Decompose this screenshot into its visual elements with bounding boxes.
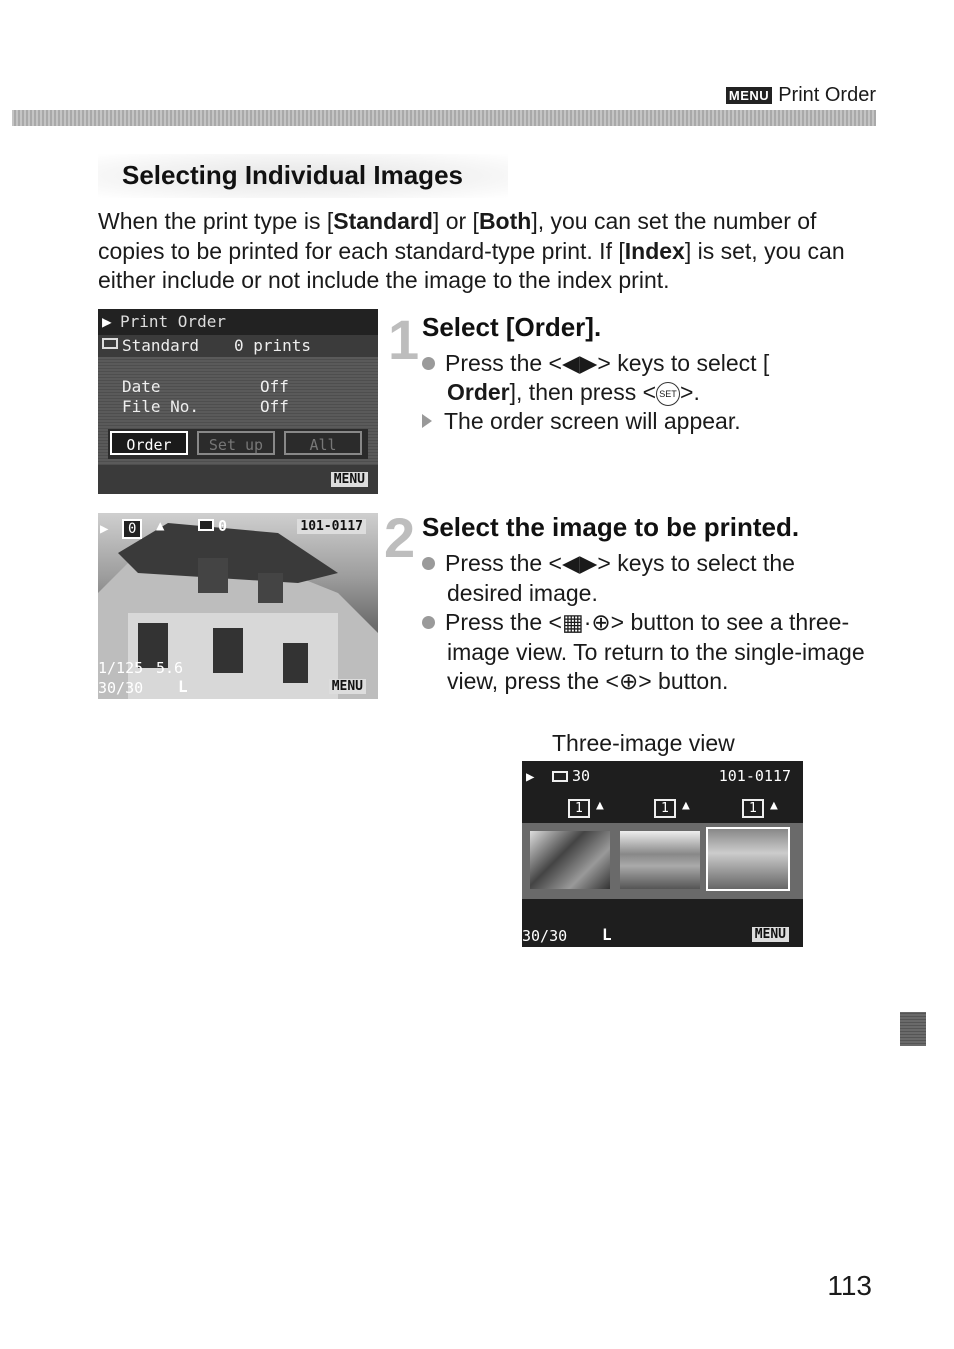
file-number: 101-0117 — [718, 767, 791, 785]
step-number-1: 1 — [388, 308, 420, 371]
three-image-caption: Three-image view — [552, 730, 735, 756]
copy-count-2[interactable]: 1 — [654, 799, 676, 818]
magnify-icon: ⊕ — [618, 668, 639, 694]
step-number-2: 2 — [384, 506, 416, 569]
thumbnail-2[interactable] — [620, 831, 700, 889]
bullet-icon — [422, 557, 435, 570]
up-down-icon: ▲ — [682, 798, 690, 813]
menu-return-button[interactable]: MENU — [329, 679, 366, 694]
thumbnail-3-selected[interactable] — [706, 827, 790, 891]
screen-title: Print Order — [120, 312, 226, 331]
shutter-speed: 1/125 — [98, 659, 144, 677]
bullet-icon — [422, 357, 435, 370]
copy-count-1[interactable]: 1 — [568, 799, 590, 818]
step2-title: Select the image to be printed. — [422, 512, 800, 542]
file-number: 101-0117 — [297, 519, 366, 534]
index-reduce-icon: ▦·⊕ — [561, 609, 611, 635]
setup-button[interactable]: Set up — [197, 431, 275, 455]
print-icon: ▶ — [100, 521, 109, 537]
left-right-keys-icon: ◀▶ — [561, 550, 598, 576]
date-label: Date — [122, 377, 161, 396]
page-number: 113 — [827, 1270, 872, 1301]
date-value: Off — [260, 377, 289, 396]
thumbnail-1[interactable] — [530, 831, 610, 889]
step1-bullet-cont: Order], then press < SET >. — [447, 379, 700, 405]
frame-counter: 30/30 — [522, 927, 568, 945]
page-header — [726, 84, 876, 107]
file-label: File No. — [122, 397, 200, 416]
file-value: Off — [260, 397, 289, 416]
step2-bullet-1: Press the <◀▶> keys to select the desired image. — [422, 549, 867, 608]
step1-bullet: Press the <◀▶> keys to select [ — [422, 349, 862, 379]
standard-print-icon — [552, 771, 568, 782]
menu-badge: MENU — [726, 87, 772, 104]
screen-titlebar — [98, 309, 378, 335]
order-button[interactable]: Order — [110, 431, 188, 455]
screen-footer — [98, 465, 378, 494]
up-down-icon: ▲ — [156, 518, 165, 534]
step2-bullet-2: Press the <▦·⊕> button to see a three-image view. To return to the single-image view, press the <⊕> button. — [422, 608, 867, 697]
section-title-box — [98, 154, 508, 198]
up-down-icon: ▲ — [596, 798, 604, 813]
header-bar — [12, 110, 876, 126]
standard-print-icon — [102, 338, 118, 349]
print-total: 30 — [572, 767, 591, 785]
thumbnail-strip — [522, 823, 803, 899]
frame-counter: 30/30 — [98, 679, 144, 697]
section-title: Selecting Individual Images — [122, 160, 463, 190]
quality-indicator: L — [602, 925, 612, 944]
button-bar — [108, 429, 368, 459]
step1-title: Select [Order]. — [422, 312, 602, 342]
step1-result: The order screen will appear. — [422, 407, 862, 437]
result-arrow-icon — [422, 414, 432, 428]
print-icon: ▶ — [526, 769, 535, 785]
intro-paragraph: When the print type is [Standard] or [Both], you can set the number of copies to be printed for each standard-type print. If [Index] is set, you can either include or not include the image to the index print. — [98, 208, 845, 293]
all-button[interactable]: All — [284, 431, 362, 455]
menu-return-button[interactable]: MENU — [752, 927, 789, 942]
print-total: 0 — [218, 517, 228, 535]
bullet-icon — [422, 616, 435, 629]
copy-count[interactable]: 0 — [122, 519, 142, 539]
three-image-screen — [522, 761, 803, 947]
quality-indicator: L — [178, 677, 188, 696]
type-row — [98, 335, 378, 357]
menu-return-button[interactable]: MENU — [331, 472, 368, 487]
chapter-tab — [900, 1012, 926, 1046]
up-down-icon: ▲ — [770, 798, 778, 813]
print-count: 0 prints — [234, 336, 312, 355]
print-type: Standard — [122, 336, 200, 355]
header-section: Print Order — [778, 84, 876, 106]
standard-print-icon — [198, 519, 214, 531]
copy-count-3[interactable]: 1 — [742, 799, 764, 818]
print-icon: ▶ — [102, 312, 112, 331]
single-image-screen — [98, 513, 378, 699]
aperture: 5.6 — [156, 659, 184, 677]
print-order-screen — [98, 309, 378, 494]
screen2-topbar — [98, 513, 378, 543]
set-button-icon: SET — [656, 382, 680, 406]
left-right-keys-icon: ◀▶ — [561, 350, 598, 376]
